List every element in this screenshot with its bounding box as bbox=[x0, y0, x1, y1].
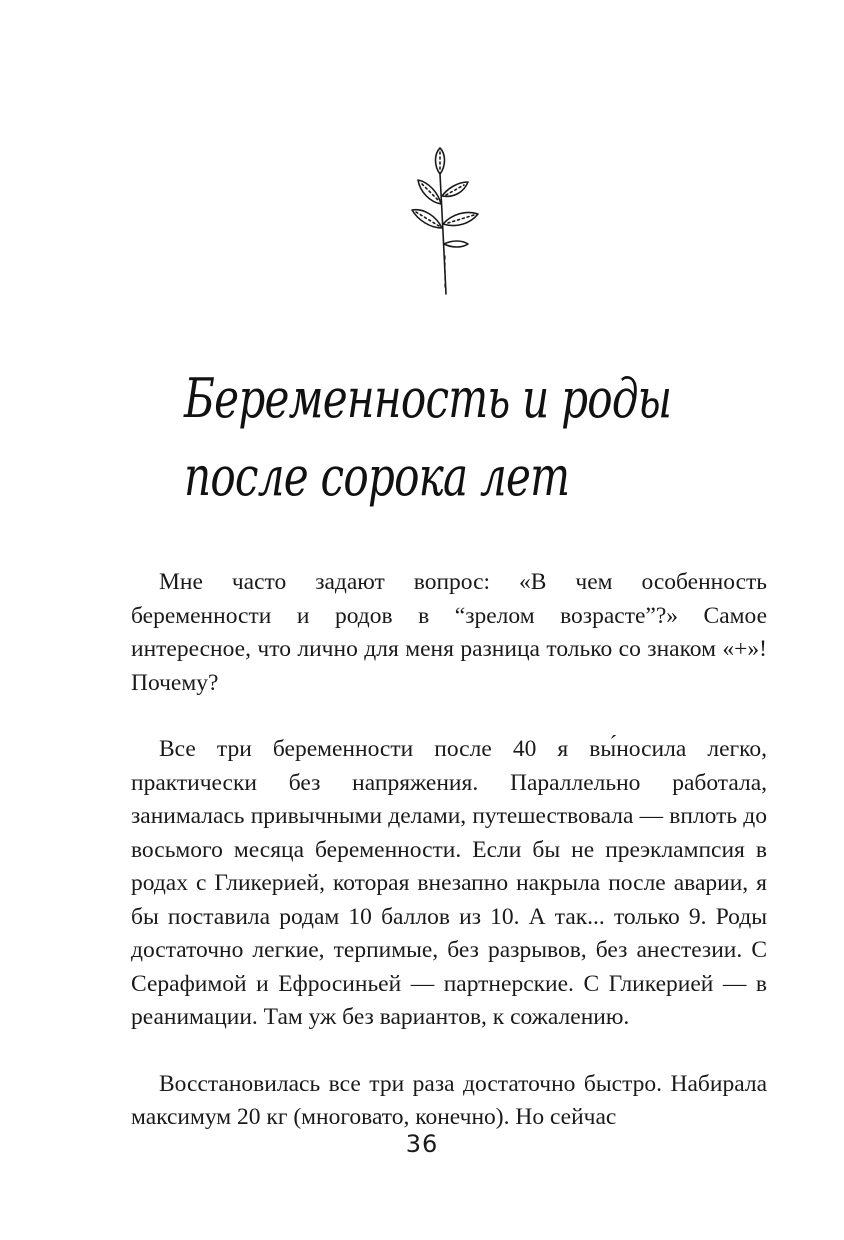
chapter-title bbox=[184, 360, 672, 516]
paragraph-1: Мне часто задают вопрос: «В чем особенность беременности и родов в “зрелом возрасте”?» Самое интересное, что лично для меня разница только со знаком «+»! Почему? bbox=[131, 569, 767, 696]
page-number: 36 bbox=[405, 1130, 439, 1158]
paragraph-2: Все три беременности после 40 я вы́носила легко, практически без напряжения. Параллельно работала, занималась привычными делами, путешествовала — вплоть до восьмого месяца беременности. Если бы не преэклампсия в родах с Гликерией, которая внезапно накрыла после аварии, я бы поставила родам 10 баллов из 10. А так... только 9. Роды достаточно легкие, терпимые, без разрывов, без анестезии. С Серафимой и Ефросиньей — партнерские. С Гликерией — в реанимации. Там уж без вариантов, к сожалению. bbox=[131, 736, 767, 1030]
chapter-title-line-1: Беременность и роды bbox=[184, 367, 672, 430]
paragraph-3: Восстановилась все три раза достаточно быстро. Набирала максимум 20 кг (многовато, конечно). Но сейчас bbox=[131, 1070, 767, 1130]
chapter-title-line-2: после сорока лет bbox=[184, 445, 570, 508]
body-text bbox=[131, 566, 767, 1135]
leaf-sprig-icon bbox=[396, 144, 492, 304]
